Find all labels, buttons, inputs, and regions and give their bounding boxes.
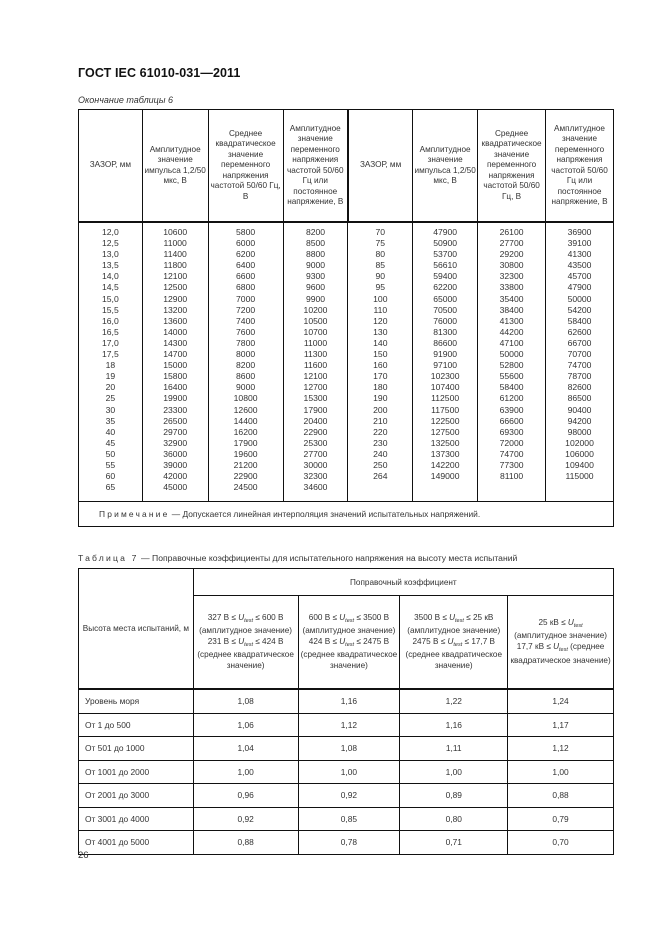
cell-value: 20: [105, 382, 116, 393]
cell-value: 86600: [433, 337, 458, 348]
cell-value: 40: [105, 426, 116, 437]
header-rms: Среднее квадратическое значение переменного напряжения частотой 50/60 Гц, В: [478, 110, 546, 223]
cell-value: 170: [373, 371, 388, 382]
cell-value: 70500: [433, 304, 458, 315]
cell-value: 8200: [236, 360, 256, 371]
u-test-symbol: $U_{test}$: [567, 617, 583, 629]
cell-value: 90: [375, 271, 386, 282]
cell-value: 75: [375, 238, 386, 249]
cell-value: 72000: [499, 437, 524, 448]
note-text: — Допускается линейная интерполяция значений испытательных напряжений.: [169, 509, 481, 520]
cell-value: 18: [105, 360, 116, 371]
cell-value: 30800: [499, 260, 524, 271]
cell-value: 5800: [236, 227, 256, 237]
cell-value: 42000: [163, 471, 188, 482]
factor-cell: 1,12: [508, 737, 614, 761]
cell-value: 10500: [303, 315, 328, 326]
column-rms-left: [208, 222, 283, 502]
cell-value: 110: [373, 304, 388, 315]
cell-value: 26100: [499, 227, 524, 237]
cell-value: 56610: [433, 260, 458, 271]
column-peak-dc-left: [283, 222, 348, 502]
header-gap: ЗАЗОР, мм: [79, 110, 143, 223]
cell-value: 21200: [233, 459, 258, 470]
cell-value: 13200: [163, 304, 188, 315]
cell-value: 220: [373, 426, 388, 437]
table-row: [79, 737, 614, 761]
cell-value: 50000: [567, 293, 592, 304]
peak-range: 3500 $В \le U_{test} \le 25$ кВ: [414, 612, 494, 624]
cell-value: 47100: [499, 337, 524, 348]
cell-value: 65000: [433, 293, 458, 304]
peak-note: (амплитудное значение): [199, 626, 293, 636]
u-test-symbol: $U_{test}$: [449, 612, 464, 624]
column-peak-dc-right: [546, 222, 614, 502]
cell-value: 142200: [430, 459, 460, 470]
cell-value: 19: [105, 371, 116, 382]
cell-value: 19600: [233, 448, 258, 459]
header-impulse: Амплитудное значение импульса 1,2/50 мкс, В: [142, 110, 208, 223]
cell-value: 27700: [499, 238, 524, 249]
cell-value: 45000: [163, 482, 188, 493]
cell-value: 23300: [163, 404, 188, 415]
u-test-symbol: $U_{test}$: [238, 612, 253, 624]
cell-value: 36900: [567, 227, 592, 237]
factor-cell: 1,12: [298, 713, 400, 737]
rms-note: (среднее квадратическое значение): [300, 650, 398, 670]
factor-cell: 1,00: [193, 760, 298, 784]
cell-value: 43500: [567, 260, 592, 271]
cell-value: 39000: [163, 459, 188, 470]
cell-value: 32300: [499, 271, 524, 282]
cell-value: 15000: [163, 360, 188, 371]
cell-value: 19900: [163, 393, 188, 404]
cell-value: 7200: [236, 304, 256, 315]
table-6: [78, 109, 614, 527]
cell-value: 15800: [163, 371, 188, 382]
cell-value: 137300: [430, 448, 460, 459]
cell-value: 10800: [233, 393, 258, 404]
cell-value: 10700: [303, 326, 328, 337]
cell-value: 14,0: [102, 271, 119, 282]
peak-range: 25 кВ ≤ $U_{test}$: [538, 617, 583, 629]
cell-value: 25: [105, 393, 116, 404]
cell-value: 70: [375, 227, 386, 237]
cell-value: 17,5: [102, 349, 119, 360]
cell-value: 10600: [163, 227, 188, 237]
cell-value: 9300: [305, 271, 326, 282]
cell-value: 94200: [567, 415, 592, 426]
cell-value: 34600: [303, 482, 328, 493]
cell-value: 41300: [567, 249, 592, 260]
cell-value: 210: [373, 415, 388, 426]
altitude-cell: Уровень моря: [79, 689, 194, 713]
cell-value: 81100: [499, 471, 524, 482]
cell-value: 45: [105, 437, 116, 448]
cell-value: 55600: [499, 371, 524, 382]
altitude-cell: От 1 до 500: [79, 713, 194, 737]
factor-cell: 0,88: [193, 831, 298, 855]
factor-cell: 1,08: [298, 737, 400, 761]
cell-value: 14,5: [102, 282, 119, 293]
cell-value: 39100: [567, 238, 592, 249]
cell-value: 7600: [236, 326, 256, 337]
page-number: 26: [78, 850, 89, 861]
cell-value: 9900: [305, 293, 326, 304]
cell-value: 9000: [236, 382, 256, 393]
cell-value: 33800: [499, 282, 524, 293]
cell-value: 52800: [499, 360, 524, 371]
factor-cell: 0,79: [508, 807, 614, 831]
cell-value: 9000: [305, 260, 326, 271]
cell-value: 12100: [163, 271, 188, 282]
cell-value: 35: [105, 415, 116, 426]
table-7-caption: [78, 553, 517, 563]
table-row: [79, 713, 614, 737]
rms-note: квадратическое значение): [510, 655, 611, 665]
factor-cell: 0,85: [298, 807, 400, 831]
note-label: Примечание: [99, 509, 170, 520]
cell-value: 12500: [163, 282, 188, 293]
rms-note: (среднее квадратическое значение): [405, 650, 503, 670]
cell-value: 150: [373, 349, 388, 360]
cell-value: 36000: [163, 448, 188, 459]
cell-value: 8000: [236, 349, 256, 360]
header-correction-factor: Поправочный коэффициент: [193, 569, 613, 596]
cell-value: 20400: [303, 415, 328, 426]
cell-value: 11400: [163, 249, 187, 260]
cell-value: 50: [105, 448, 116, 459]
cell-value: 17900: [233, 437, 258, 448]
factor-cell: 0,89: [400, 784, 508, 808]
cell-value: 11300: [303, 349, 328, 360]
cell-value: 12700: [303, 382, 328, 393]
cell-value: 8600: [236, 371, 256, 382]
cell-value: 24500: [233, 482, 258, 493]
header-rms: Среднее квадратическое значение переменного напряжения частотой 50/60 Гц, В: [208, 110, 283, 223]
cell-value: 76000: [433, 315, 458, 326]
cell-value: 6800: [236, 282, 256, 293]
cell-value: 230: [373, 437, 388, 448]
cell-value: 27700: [303, 448, 328, 459]
cell-value: 112500: [431, 393, 460, 404]
cell-value: 66700: [567, 337, 592, 348]
rms-range: 17,7 кВ ≤ $U_{test}$ (среднее: [516, 642, 605, 653]
cell-value: 140: [373, 337, 388, 348]
cell-value: 7400: [236, 315, 256, 326]
cell-value: 7800: [236, 337, 256, 348]
factor-cell: 1,06: [193, 713, 298, 737]
cell-value: 15300: [303, 393, 328, 404]
cell-value: 66600: [499, 415, 524, 426]
table-7-header-row: [79, 569, 614, 596]
cell-value: 8200: [305, 227, 326, 237]
cell-value: 14700: [163, 349, 188, 360]
u-test-symbol: $U_{test}$: [238, 636, 253, 648]
cell-value: 35400: [499, 293, 524, 304]
rms-range: 231 $В \le U_{test} \le 424$ В: [207, 636, 284, 648]
factor-cell: 1,22: [400, 689, 508, 713]
peak-range: 600 $В \le U_{test} \le 3500$ В: [308, 612, 390, 624]
table-6-body-row: [79, 222, 614, 502]
cell-value: 10200: [303, 304, 328, 315]
header-gap: ЗАЗОР, мм: [348, 110, 413, 223]
cell-value: 17900: [303, 404, 328, 415]
cell-value: 97100: [433, 360, 458, 371]
cell-value: 12900: [163, 293, 188, 304]
factor-cell: 1,11: [400, 737, 508, 761]
cell-value: 26500: [163, 415, 188, 426]
header-peak-dc: Амплитудное значение переменного напряжения частотой 50/60 Гц или постоянное напряжение, В: [283, 110, 348, 223]
cell-value: 65: [105, 482, 116, 493]
cell-value: 12600: [233, 404, 258, 415]
table-6-note-row: [79, 502, 614, 527]
cell-value: 14300: [163, 337, 188, 348]
table-7-caption-text: — Поправочные коэффициенты для испытательного напряжения на высоту места испытаний: [138, 553, 518, 563]
cell-value: 29700: [163, 426, 188, 437]
factor-cell: 0,80: [400, 807, 508, 831]
cell-value: 30000: [303, 459, 328, 470]
cell-value: 107400: [430, 382, 460, 393]
cell-value: 16200: [233, 426, 258, 437]
document-title: ГОСТ IEC 61010-031—2011: [78, 66, 241, 80]
factor-cell: 0,88: [508, 784, 614, 808]
cell-value: 58400: [499, 382, 524, 393]
column-rms-right: [478, 222, 546, 502]
cell-value: 6600: [236, 271, 256, 282]
table-7: [78, 568, 614, 855]
cell-value: 70700: [567, 349, 592, 360]
factor-cell: 1,08: [193, 689, 298, 713]
factor-cell: 1,00: [400, 760, 508, 784]
table-7-body: [79, 689, 614, 854]
table-row: [79, 760, 614, 784]
u-test-symbol: $U_{test}$: [339, 612, 355, 624]
header-peak-dc: Амплитудное значение переменного напряжения частотой 50/60 Гц или постоянное напряжение, В: [546, 110, 614, 223]
altitude-cell: От 4001 до 5000: [79, 831, 194, 855]
header-altitude: Высота места испытаний, м: [79, 569, 194, 690]
cell-value: 58400: [567, 315, 592, 326]
factor-cell: 1,24: [508, 689, 614, 713]
cell-value: 14000: [163, 326, 188, 337]
cell-value: 11800: [163, 260, 187, 271]
cell-value: 16,5: [102, 326, 119, 337]
cell-value: 12100: [303, 371, 328, 382]
cell-value: 22900: [303, 426, 328, 437]
altitude-cell: От 1001 до 2000: [79, 760, 194, 784]
cell-value: 264: [373, 471, 388, 482]
cell-value: 149000: [430, 471, 460, 482]
cell-value: 41300: [499, 315, 524, 326]
cell-value: 29200: [499, 249, 524, 260]
factor-cell: 0,92: [298, 784, 400, 808]
factor-cell: 0,71: [400, 831, 508, 855]
cell-value: 102300: [430, 371, 460, 382]
cell-value: 106000: [565, 448, 594, 459]
cell-value: 50900: [433, 238, 458, 249]
cell-value: 74700: [499, 448, 524, 459]
altitude-cell: От 3001 до 4000: [79, 807, 194, 831]
table-6-note: [79, 502, 614, 527]
u-test-symbol: $U_{test}$: [447, 636, 463, 648]
cell-value: 82600: [567, 382, 592, 393]
cell-value: 200: [373, 404, 388, 415]
cell-value: 47900: [433, 227, 458, 237]
cell-value: 240: [373, 448, 388, 459]
rms-range: 2475 $В \le U_{test} \le 17,7$ В: [412, 636, 495, 648]
cell-value: 78700: [567, 371, 592, 382]
table-row: [79, 689, 614, 713]
altitude-cell: От 501 до 1000: [79, 737, 194, 761]
cell-value: 100: [373, 293, 388, 304]
cell-value: 69300: [499, 426, 524, 437]
altitude-cell: От 2001 до 3000: [79, 784, 194, 808]
cell-value: 11000: [303, 337, 328, 348]
cell-value: 117500: [431, 404, 460, 415]
cell-value: 6200: [236, 249, 256, 260]
cell-value: 9600: [305, 282, 326, 293]
column-gap-left: [79, 222, 143, 502]
cell-value: 160: [373, 360, 388, 371]
cell-value: 32300: [303, 471, 328, 482]
factor-cell: 1,04: [193, 737, 298, 761]
peak-note: (амплитудное значение): [407, 626, 501, 636]
header-voltage-range: [400, 596, 508, 690]
table-row: [79, 831, 614, 855]
column-impulse-right: [413, 222, 478, 502]
cell-value: 45700: [567, 271, 592, 282]
table-row: [79, 784, 614, 808]
peak-note: (амплитудное значение): [514, 631, 608, 641]
cell-value: 7000: [236, 293, 256, 304]
u-test-symbol: $U_{test}$: [553, 642, 568, 653]
cell-value: 132500: [430, 437, 460, 448]
cell-value: 86500: [567, 393, 592, 404]
cell-value: 14400: [233, 415, 258, 426]
cell-value: 190: [373, 393, 388, 404]
cell-value: 15,0: [102, 293, 119, 304]
cell-value: 8500: [305, 238, 326, 249]
cell-value: 62600: [567, 326, 592, 337]
rms-note: (среднее квадратическое значение): [197, 650, 294, 670]
cell-value: 12,0: [102, 227, 119, 237]
cell-value: 17,0: [102, 337, 119, 348]
factor-cell: 1,17: [508, 713, 614, 737]
factor-cell: 1,16: [400, 713, 508, 737]
cell-value: 120: [373, 315, 388, 326]
cell-value: 74700: [567, 360, 592, 371]
cell-value: 109400: [565, 459, 594, 470]
cell-value: 13600: [163, 315, 188, 326]
factor-cell: 1,16: [298, 689, 400, 713]
peak-note: (амплитудное значение): [302, 626, 396, 636]
cell-value: 77300: [499, 459, 524, 470]
cell-value: 85: [375, 260, 386, 271]
table-6-header-row: [79, 110, 614, 223]
peak-range: 327 $В \le U_{test} \le 600$ В: [207, 612, 284, 624]
cell-value: 115000: [565, 471, 594, 482]
cell-value: 54200: [567, 304, 592, 315]
cell-value: 102000: [565, 437, 594, 448]
header-voltage-range: [508, 596, 614, 690]
cell-value: 6400: [236, 260, 256, 271]
cell-value: 180: [373, 382, 388, 393]
cell-value: 25300: [303, 437, 328, 448]
cell-value: 44200: [499, 326, 524, 337]
cell-value: 55: [105, 459, 116, 470]
cell-value: 59400: [433, 271, 458, 282]
cell-value: 6000: [236, 238, 256, 249]
header-impulse: Амплитудное значение импульса 1,2/50 мкс, В: [413, 110, 478, 223]
cell-value: 8800: [305, 249, 326, 260]
table-7-caption-label: Таблица 7: [78, 553, 139, 563]
cell-value: 60: [105, 471, 116, 482]
cell-value: 16,0: [102, 315, 119, 326]
cell-value: 122500: [430, 415, 460, 426]
cell-value: 22900: [233, 471, 258, 482]
factor-cell: 0,78: [298, 831, 400, 855]
factor-cell: 1,00: [508, 760, 614, 784]
cell-value: 127500: [430, 426, 460, 437]
header-voltage-range: [298, 596, 400, 690]
cell-value: 81300: [433, 326, 458, 337]
cell-value: 15,5: [102, 304, 119, 315]
cell-value: 12,5: [102, 238, 119, 249]
table-6-caption: Окончание таблицы 6: [78, 95, 173, 105]
cell-value: 38400: [499, 304, 524, 315]
cell-value: 13,5: [102, 260, 119, 271]
cell-value: 53700: [433, 249, 458, 260]
cell-value: 11600: [303, 360, 328, 371]
rms-range: 424 $В \le U_{test} \le 2475$ В: [308, 636, 390, 648]
table-row: [79, 807, 614, 831]
cell-value: 61200: [499, 393, 524, 404]
factor-cell: 1,00: [298, 760, 400, 784]
cell-value: 91900: [433, 349, 458, 360]
cell-value: 98000: [567, 426, 592, 437]
cell-value: 30: [105, 404, 116, 415]
cell-value: 95: [375, 282, 386, 293]
cell-value: 32900: [163, 437, 188, 448]
cell-value: 47900: [567, 282, 592, 293]
cell-value: 63900: [499, 404, 524, 415]
column-impulse-left: [142, 222, 208, 502]
cell-value: 90400: [567, 404, 592, 415]
factor-cell: 0,70: [508, 831, 614, 855]
cell-value: 62200: [433, 282, 458, 293]
cell-value: 13,0: [102, 249, 119, 260]
column-gap-right: [348, 222, 413, 502]
cell-value: 11000: [163, 238, 187, 249]
factor-cell: 0,96: [193, 784, 298, 808]
cell-value: 250: [373, 459, 388, 470]
cell-value: 50000: [499, 349, 524, 360]
factor-cell: 0,92: [193, 807, 298, 831]
cell-value: 130: [373, 326, 388, 337]
cell-value: 16400: [163, 382, 188, 393]
cell-value: 80: [375, 249, 386, 260]
u-test-symbol: $U_{test}$: [339, 636, 355, 648]
header-voltage-range: [193, 596, 298, 690]
